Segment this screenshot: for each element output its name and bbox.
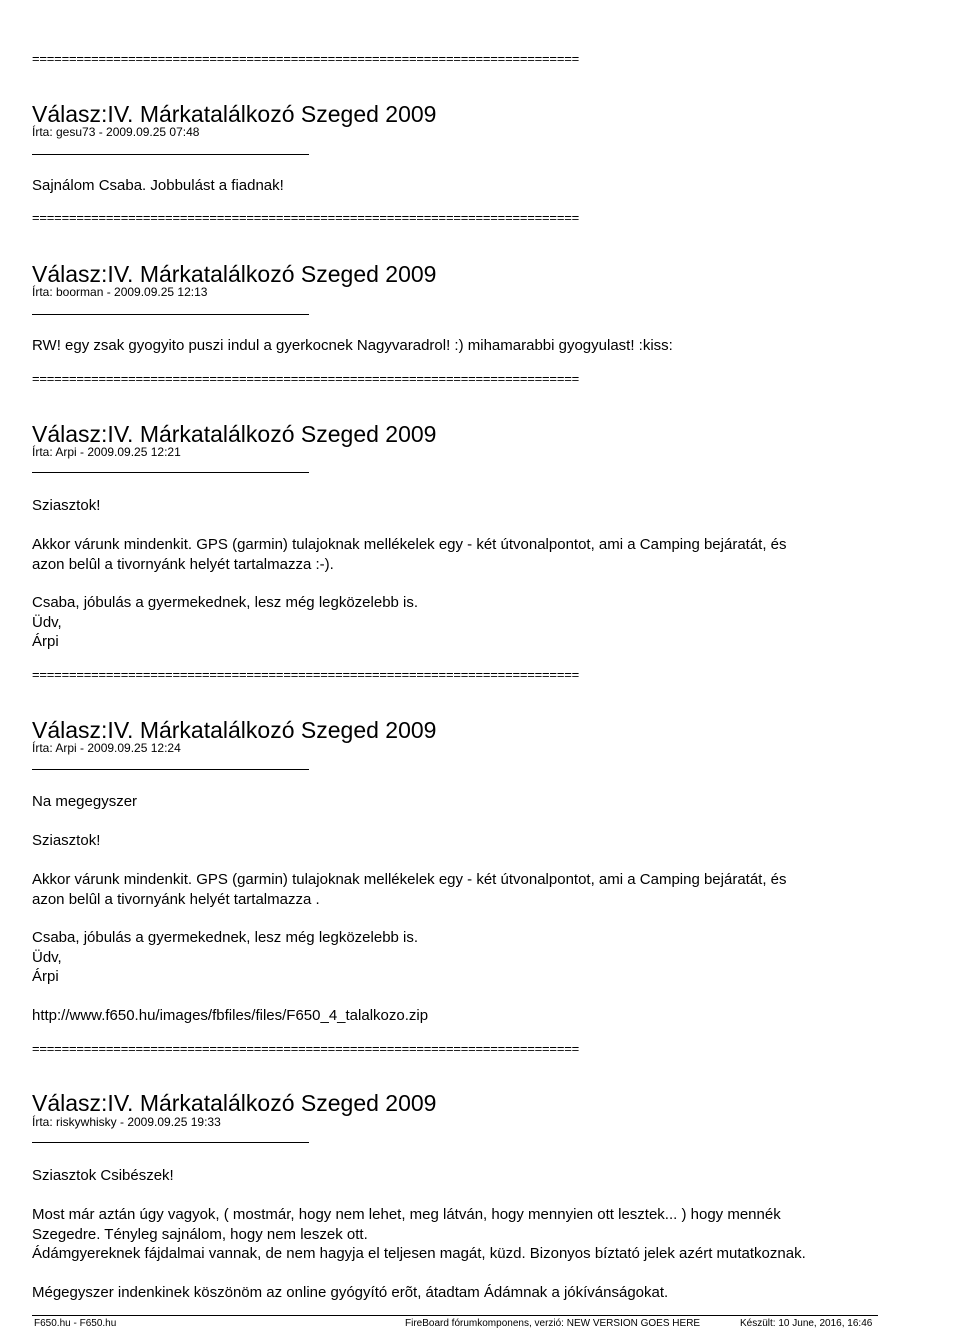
- post-body-line: Szegedre. Tényleg sajnálom, hogy nem leszek ott.: [32, 1226, 368, 1243]
- footer-rule: [32, 1315, 878, 1316]
- post-body-line: Árpi: [32, 633, 59, 650]
- post-body-line: Na megegyszer: [32, 793, 138, 810]
- post-body-line: azon belûl a tivornyánk helyét tartalmazza .: [32, 891, 320, 908]
- post-title: Válasz:IV. Márkatalálkozó Szeged 2009: [32, 717, 437, 743]
- post-meta: Írta: gesu73 - 2009.09.25 07:48: [32, 125, 200, 139]
- post-title: Válasz:IV. Márkatalálkozó Szeged 2009: [32, 1090, 437, 1116]
- post-body-line: Sziasztok Csibészek!: [32, 1167, 174, 1184]
- post-separator: ==========================================================================: [32, 1041, 579, 1056]
- post-separator: ==========================================================================: [32, 371, 579, 386]
- post-meta: Írta: Arpi - 2009.09.25 12:24: [32, 741, 181, 755]
- post-body-line: Ádámgyereknek fájdalmai vannak, de nem hagyja el teljesen magát, küzd. Bizonyos bíztató jelek azért mutatkoznak.: [32, 1245, 806, 1262]
- post-body-line: Sajnálom Csaba. Jobbulást a fiadnak!: [32, 177, 284, 194]
- post-body-line: Üdv,: [32, 949, 62, 966]
- post-meta: Írta: boorman - 2009.09.25 12:13: [32, 285, 208, 299]
- post-body-line: Mégegyszer indenkinek köszönöm az online gyógyító erõt, átadtam Ádámnak a jókívánságokat.: [32, 1284, 669, 1301]
- post-separator: ==========================================================================: [32, 210, 579, 225]
- post-separator: ==========================================================================: [32, 667, 579, 682]
- post-meta: Írta: riskywhisky - 2009.09.25 19:33: [32, 1115, 221, 1129]
- post-title: Válasz:IV. Márkatalálkozó Szeged 2009: [32, 261, 437, 287]
- post-title: Válasz:IV. Márkatalálkozó Szeged 2009: [32, 421, 437, 447]
- footer-version: FireBoard fórumkomponens, verzió: NEW VERSION GOES HERE: [405, 1318, 701, 1329]
- footer-generated: Készült: 10 June, 2016, 16:46: [740, 1318, 873, 1329]
- post-divider: [32, 1142, 309, 1143]
- footer-site: F650.hu - F650.hu: [34, 1318, 117, 1329]
- post-body-line: azon belûl a tivornyánk helyét tartalmazza :-).: [32, 556, 334, 573]
- post-separator: ==========================================================================: [32, 51, 579, 66]
- post-title: Válasz:IV. Márkatalálkozó Szeged 2009: [32, 101, 437, 127]
- post-body-line: Sziasztok!: [32, 832, 101, 849]
- post-body-line: RW! egy zsak gyogyito puszi indul a gyerkocnek Nagyvaradrol! :) mihamarabbi gyogyulast! :kiss:: [32, 337, 673, 354]
- post-meta: Írta: Arpi - 2009.09.25 12:21: [32, 445, 181, 459]
- post-body-line: Akkor várunk mindenkit. GPS (garmin) tulajoknak mellékelek egy - két útvonalpontot, ami a Camping bejáratát, és: [32, 871, 787, 888]
- post-body-line: Most már aztán úgy vagyok, ( mostmár, hogy nem lehet, meg látván, hogy mennyien ott lesztek... ) hogy mennék: [32, 1206, 781, 1223]
- post-body-line: Sziasztok!: [32, 497, 101, 514]
- post-body-line: Akkor várunk mindenkit. GPS (garmin) tulajoknak mellékelek egy - két útvonalpontot, ami a Camping bejáratát, és: [32, 536, 787, 553]
- post-body-line: Árpi: [32, 968, 59, 985]
- post-divider: [32, 314, 309, 315]
- post-divider: [32, 769, 309, 770]
- post-divider: [32, 154, 309, 155]
- post-divider: [32, 472, 309, 473]
- post-body-line: Csaba, jóbulás a gyermekednek, lesz még legközelebb is.: [32, 594, 419, 611]
- post-body-line: Üdv,: [32, 614, 62, 631]
- attachment-link[interactable]: http://www.f650.hu/images/fbfiles/files/F650_4_talalkozo.zip: [32, 1007, 429, 1024]
- post-body-line: Csaba, jóbulás a gyermekednek, lesz még legközelebb is.: [32, 929, 419, 946]
